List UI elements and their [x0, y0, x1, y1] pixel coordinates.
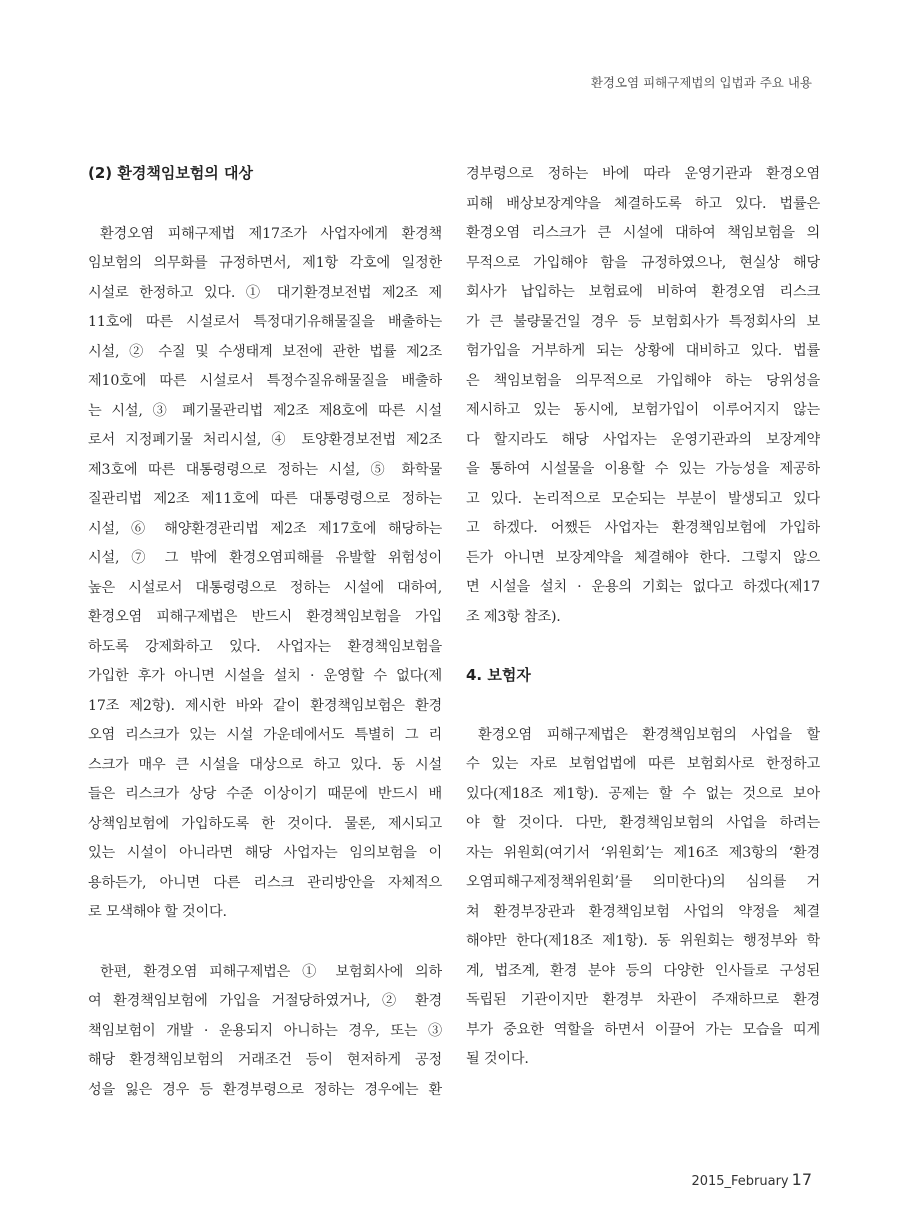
paragraph-line: 험가입을 거부하게 되는 상황에 대비하고 있다. 법률 [466, 343, 820, 359]
paragraph-line: 환경오염 피해구제법 제17조가 사업자에게 환경책 [100, 226, 442, 242]
paragraph-line: 계, 법조계, 환경 분야 등의 다양한 인사들로 구성된 [466, 963, 820, 979]
paragraph-line: 환경오염 피해구제법은 환경책임보험의 사업을 할 [478, 727, 820, 743]
page-footer [691, 1170, 812, 1189]
paragraph-line: 해야만 한다(제18조 제1항). 동 위원회는 행정부와 학 [466, 933, 820, 949]
paragraph-line: 고 하겠다. 어쨌든 사업자는 환경책임보험에 가입하 [466, 520, 820, 536]
paragraph-line: 독립된 기관이지만 환경부 차관이 주재하므로 환경 [466, 992, 820, 1008]
paragraph-line: 여 환경책임보험에 가입을 거절당하였거나, ② 환경 [88, 993, 442, 1009]
section-heading-insurance-target: (2) 환경책임보험의 대상 [88, 164, 254, 182]
paragraph-line: 가 큰 불량물건일 경우 등 보험회사가 특정회사의 보 [466, 314, 820, 330]
paragraph-line: 야 할 것이다. 다만, 환경책임보험의 사업을 하려는 [466, 815, 820, 831]
paragraph-line: 쳐 환경부장관과 환경책임보험 사업의 약정을 체결 [466, 904, 820, 920]
paragraph-line: 해당 환경책임보험의 거래조건 등이 현저하게 공정 [88, 1052, 442, 1068]
paragraph-line: 하도록 강제화하고 있다. 사업자는 환경책임보험을 [88, 639, 442, 655]
paragraph-line: 피해 배상보장계약을 체결하도록 하고 있다. 법률은 [466, 196, 820, 212]
paragraph-line: 면 시설을 설치 · 운용의 기회는 없다고 하겠다(제17 [466, 579, 820, 595]
paragraph-line: 높은 시설로서 대통령령으로 정하는 시설에 대하여, [88, 580, 442, 596]
paragraph-line: 다 할지라도 해당 사업자는 운영기관과의 보장계약 [466, 432, 820, 448]
paragraph-line: 제10호에 따른 시설로서 특정수질유해물질을 배출하 [88, 373, 442, 389]
paragraph-line: 조 제3항 참조). [466, 609, 561, 625]
paragraph-line: 시설로 한정하고 있다. ① 대기환경보전법 제2조 제 [88, 285, 442, 301]
paragraph-line: 경부령으로 정하는 바에 따라 운영기관과 환경오염 [466, 166, 820, 182]
paragraph-line: 오염 리스크가 있는 시설 가운데에서도 특별히 그 리 [88, 727, 442, 743]
paragraph-line: 오염피해구제정책위원회’를 의미한다)의 심의를 거 [466, 874, 820, 890]
paragraph-line: 제3호에 따른 대통령령으로 정하는 시설, ⑤ 화학물 [88, 462, 442, 478]
running-head: 환경오염 피해구제법의 입법과 주요 내용 [590, 75, 812, 90]
section-heading-insurer: 4. 보험자 [466, 666, 531, 684]
paragraph-line: 가입한 후가 아니면 시설을 설치 · 운영할 수 없다(제 [88, 668, 442, 684]
paragraph-line: 시설, ② 수질 및 수생태계 보전에 관한 법률 제2조 [88, 344, 442, 360]
paragraph-line: 부가 중요한 역할을 하면서 이끌어 가는 모습을 띠게 [466, 1022, 820, 1038]
paragraph-line: 있다(제18조 제1항). 공제는 할 수 없는 것으로 보아 [466, 786, 820, 802]
paragraph-line: 고 있다. 논리적으로 모순되는 부분이 발생되고 있다 [466, 491, 820, 507]
paragraph-line: 시설, ⑦ 그 밖에 환경오염피해를 유발할 위험성이 [88, 550, 442, 566]
paragraph-line: 로 모색해야 할 것이다. [88, 904, 227, 920]
paragraph-line: 들은 리스크가 상당 수준 이상이기 때문에 반드시 배 [88, 786, 442, 802]
paragraph-line: 11호에 따른 시설로서 특정대기유해물질을 배출하는 [88, 314, 442, 330]
paragraph-line: 있는 시설이 아니라면 해당 사업자는 임의보험을 이 [88, 845, 442, 861]
paragraph-line: 은 책임보험을 의무적으로 가입해야 하는 당위성을 [466, 373, 820, 389]
paragraph-line: 시설, ⑥ 해양환경관리법 제2조 제17호에 해당하는 [88, 521, 442, 537]
issue-label: 2015_February [691, 1174, 789, 1189]
paragraph-line: 로서 지정폐기물 처리시설, ④ 토양환경보전법 제2조 [88, 432, 442, 448]
paragraph-line: 회사가 납입하는 보험료에 비하여 환경오염 리스크 [466, 284, 820, 300]
paragraph-line: 질관리법 제2조 제11호에 따른 대통령령으로 정하는 [88, 491, 442, 507]
paragraph-line: 책임보험이 개발 · 운용되지 아니하는 경우, 또는 ③ [88, 1023, 442, 1039]
paragraph-line: 용하든가, 아니면 다른 리스크 관리방안을 자체적으 [88, 875, 442, 891]
paragraph-line: 환경오염 리스크가 큰 시설에 대하여 책임보험을 의 [466, 225, 820, 241]
left-column [88, 0, 442, 1230]
paragraph-line: 17조 제2항). 제시한 바와 같이 환경책임보험은 환경 [88, 698, 442, 714]
paragraph-line: 제시하고 있는 동시에, 보험가입이 이루어지지 않는 [466, 402, 820, 418]
paragraph-line: 수 있는 자로 보험업법에 따른 보험회사로 한정하고 [466, 756, 820, 772]
right-column [466, 0, 820, 1230]
paragraph-line: 상책임보험에 가입하도록 한 것이다. 물론, 제시되고 [88, 816, 442, 832]
paragraph-line: 한편, 환경오염 피해구제법은 ① 보험회사에 의하 [100, 964, 442, 980]
paragraph-line: 스크가 매우 큰 시설을 대상으로 하고 있다. 동 시설 [88, 757, 442, 773]
page-number: 17 [791, 1170, 812, 1189]
paragraph-line: 될 것이다. [466, 1051, 529, 1067]
paragraph-line: 환경오염 피해구제법은 반드시 환경책임보험을 가입 [88, 609, 442, 625]
paragraph-line: 성을 잃은 경우 등 환경부령으로 정하는 경우에는 환 [88, 1082, 442, 1098]
paragraph-line: 을 통하여 시설물을 이용할 수 있는 가능성을 제공하 [466, 461, 820, 477]
paragraph-line: 자는 위원회(여기서 ‘위원회’는 제16조 제3항의 ‘환경 [466, 845, 820, 861]
paragraph-line: 무적으로 가입해야 함을 규정하였으나, 현실상 해당 [466, 255, 820, 271]
paragraph-line: 든가 아니면 보장계약을 체결해야 한다. 그렇지 않으 [466, 550, 820, 566]
paragraph-line: 는 시설, ③ 폐기물관리법 제2조 제8호에 따른 시설 [88, 403, 442, 419]
paragraph-line: 임보험의 의무화를 규정하면서, 제1항 각호에 일정한 [88, 255, 442, 271]
